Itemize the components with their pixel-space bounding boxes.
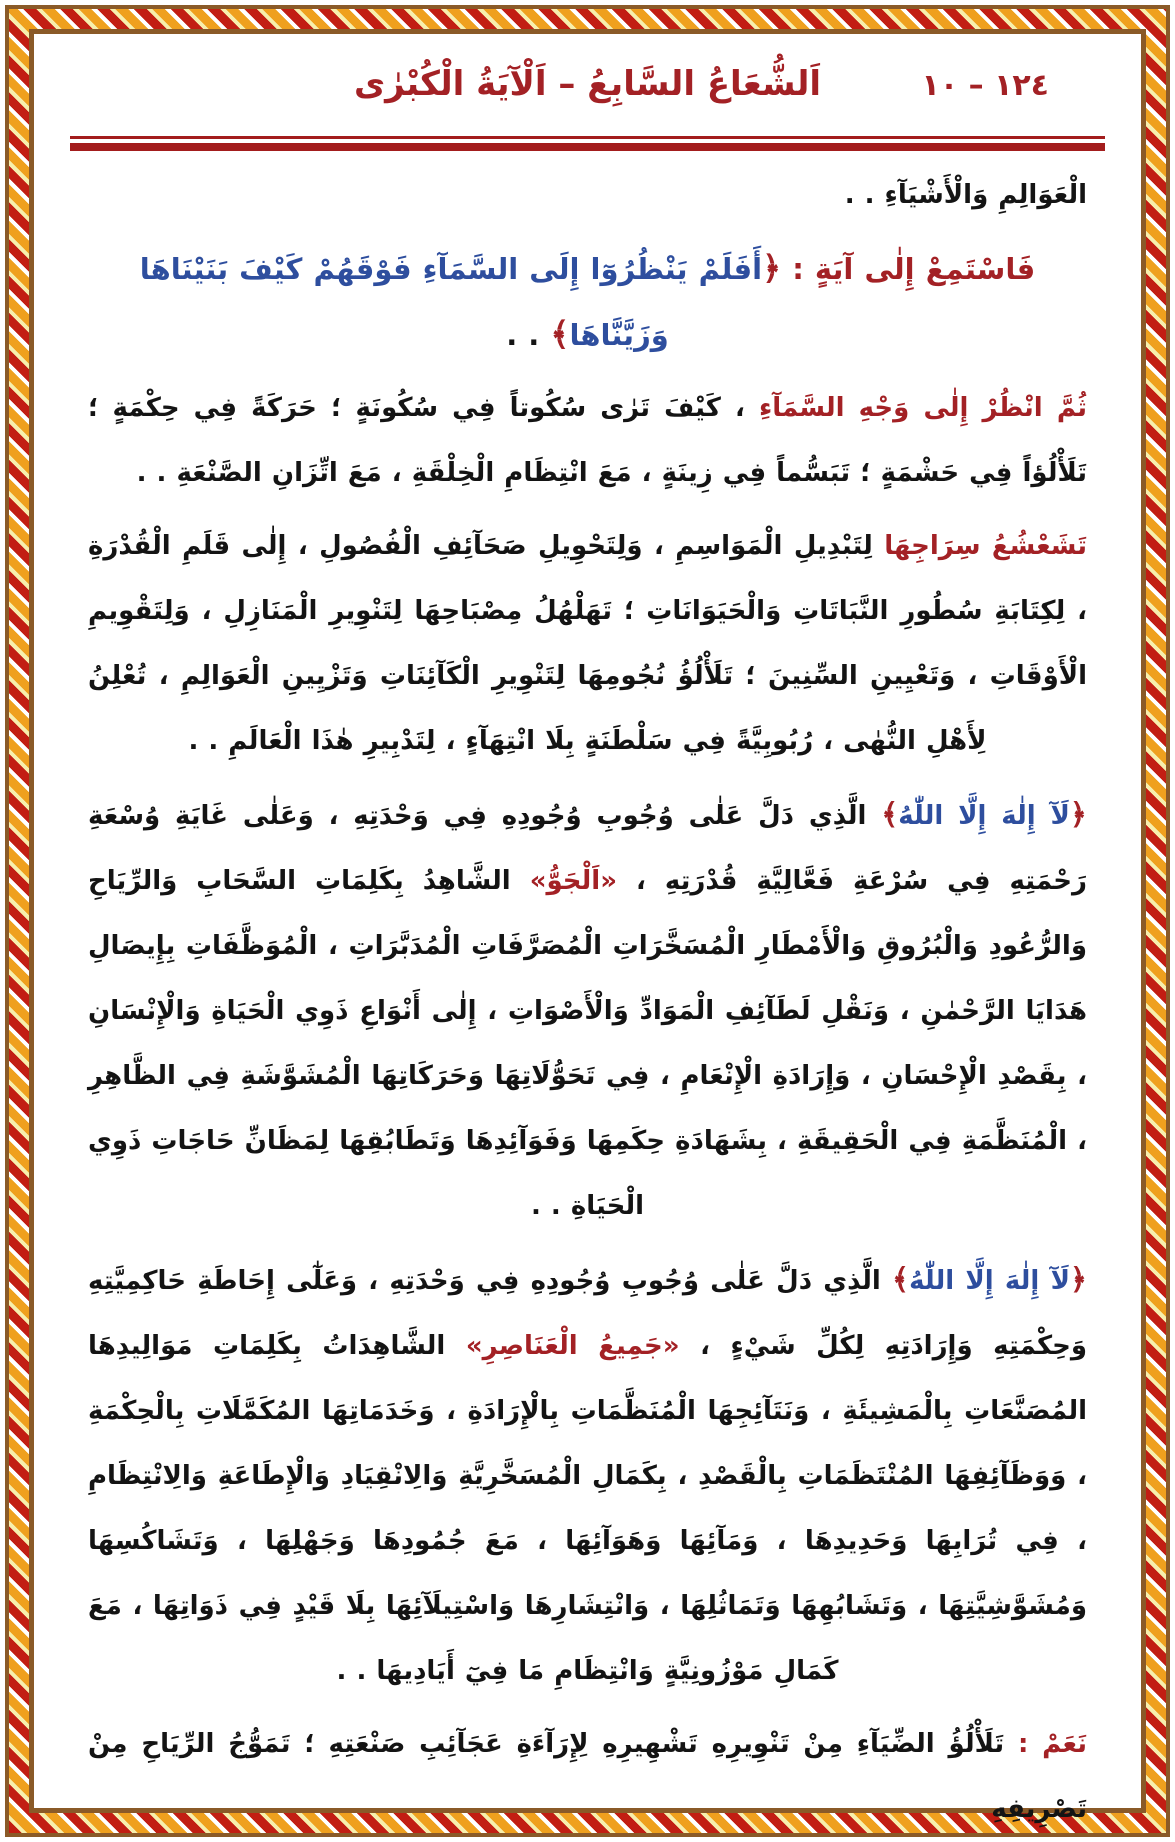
text-segment-red: فَاسْتَمِعْ إِلٰى آيَةٍ : bbox=[781, 252, 1036, 286]
naam-closing-paragraph bbox=[88, 1712, 1087, 1842]
text-segment-bracket: ﴿ bbox=[1069, 1262, 1087, 1296]
text-segment-black: الشَّاهِدُ بِكَلِمَاتِ السَّحَابِ وَالرِّيَاحِ وَالرُّعُودِ وَالْبُرُوقِ وَالْأَمْطَارِ الْمُسَخَّرَاتِ الْمُصَرَّفَاتِ الْمُدَبَّرَاتِ ، الْمُوَظَّفَاتِ بِإِيصَالِ هَدَايَا الرَّحْمٰنِ ، وَنَقْلِ لَطَآئِفِ الْمَوَادِّ وَالْأَصْوَاتِ ، إِلٰى أَنْوَاعِ ذَوِي الْحَيَاةِ وَالْإِنْسَانِ ، بِقَصْدِ الْإِحْسَانِ ، وَإِرَادَةِ الْإِنْعَامِ ، فِي تَحَوُّلَاتِهَا وَحَرَكَاتِهَا الْمُشَوَّشَةِ فِي الظَّاهِرِ ، الْمُنَظَّمَةِ فِي الْحَقِيقَةِ ، بِشَهَادَةِ حِكَمِهَا وَفَوَآئِدِهَا وَتَطَابُقِهَا لِمَظَانِّ حَاجَاتِ ذَوِي الْحَيَاةِ . . bbox=[88, 866, 1087, 1221]
text-segment-red: تَشَعْشُعُ سِرَاجِهَا bbox=[884, 531, 1087, 561]
header-divider-rule bbox=[70, 136, 1105, 151]
text-segment-red: «جَمِيعُ الْعَنَاصِرِ» bbox=[465, 1331, 680, 1361]
lamp-radiance-paragraph bbox=[88, 514, 1087, 774]
text-segment-bracket: ﴿ bbox=[762, 249, 782, 287]
look-at-sky-paragraph bbox=[88, 376, 1087, 506]
divider-thin-line bbox=[70, 136, 1105, 139]
continuation-line bbox=[88, 163, 1087, 228]
body-text bbox=[68, 151, 1107, 1842]
text-segment-black: . . bbox=[506, 318, 551, 352]
text-segment-red: «اَلْجَوُّ» bbox=[529, 866, 618, 896]
text-segment-black: لِتَبْدِيلِ الْمَوَاسِمِ ، وَلِتَحْوِيلِ صَحَآئِفِ الْفُصُولِ ، إِلٰى قَلَمِ الْقُدْرَةِ ، لِكِتَابَةِ سُطُورِ النَّبَاتَاتِ وَالْحَيَوَانَاتِ ؛ تَهَلْهُلُ مِصْبَاحِهَا لِتَنْوِيرِ الْمَنَازِلِ ، وَلِتَقْوِيمِ الْأَوْقَاتِ ، وَتَعْيِينِ السِّنِينَ ؛ تَلَأْلُؤُ نُجُومِهَا لِتَنْوِيرِ الْكَآئِنَاتِ وَتَزْيِينِ الْعَوَالِمِ ، تُعْلِنُ لِأَهْلِ النُّهٰى ، رُبُوبِيَّةً فِي سَلْطَنَةٍ بِلَا انْتِهَآءٍ ، لِتَدْبِيرِ هٰذَا الْعَالَمِ . . bbox=[88, 531, 1087, 756]
text-segment-black: الَّذِي دَلَّ عَلٰى وُجُوبِ وُجُودِهِ فِي وَحْدَتِهِ ، وَعَلٰى غَايَةِ وُسْعَةِ رَحْمَتِهِ فِي سُرْعَةِ فَعَّالِيَّةِ قُدْرَتِهِ ، bbox=[88, 801, 1088, 896]
text-segment-bracket: ﴾ bbox=[550, 315, 570, 353]
page-header bbox=[68, 58, 1107, 130]
text-segment-black: تَلَأْلُؤُ الضِّيَآءِ مِنْ تَنْوِيرِهِ تَشْهِيرِهِ لِإِرَآءَةِ عَجَآئِبِ صَنْعَتِهِ ؛ تَمَوُّجُ الرِّيَاحِ مِنْ تَصْرِيفِهِ bbox=[88, 1729, 1087, 1824]
text-segment-blue: أَفَلَمْ يَنْظُرُوٓا إِلَى السَّمَآءِ فَوْقَهُمْ كَيْفَ بَنَيْنَاهَا وَزَيَّنَّاهَا bbox=[139, 252, 763, 352]
page-title: اَلشُّعَاعُ السَّابِعُ – اَلْآيَةُ الْكُبْرٰى bbox=[353, 64, 822, 104]
text-segment-blue: لَآ إِلٰهَ إِلَّا اللّٰهُ bbox=[898, 801, 1070, 831]
text-segment-black: الَّذِي دَلَّ عَلٰى وُجُوبِ وُجُودِهِ فِي وَحْدَتِهِ ، وَعَلٰٓى إِحَاطَةِ حَاكِمِيَّتِهِ وَحِكْمَتِهِ وَإِرَادَتِهِ لِكُلِّ شَيْءٍ ، bbox=[88, 1266, 1087, 1361]
page-content-area bbox=[29, 29, 1146, 1824]
text-segment-red: نَعَمْ : bbox=[1004, 1729, 1087, 1759]
text-segment-bracket: ﴾ bbox=[881, 797, 899, 831]
shahada-elements-paragraph bbox=[88, 1247, 1087, 1704]
shahada-jaww-paragraph bbox=[88, 782, 1087, 1239]
text-segment-bracket: ﴾ bbox=[892, 1262, 910, 1296]
page-number: ١٢٤ – ١٠ bbox=[921, 68, 1049, 103]
text-segment-black: الْعَوَالِمِ وَالْأَشْيَآءِ . . bbox=[844, 180, 1087, 210]
text-segment-black: الشَّاهِدَاتُ بِكَلِمَاتِ مَوَالِيدِهَا المُصَنَّعَاتِ بِالْمَشِيئَةِ ، وَنَتَآئِجِهَا الْمُنَظَّمَاتِ بِالْإِرَادَةِ ، وَخَدَمَاتِهَا المُكَمَّلَاتِ بِالْحِكْمَةِ ، وَوَظَآئِفِهَا المُنْتَظَمَاتِ بِالْقَصْدِ ، بِكَمَالِ الْمُسَخَّرِيَّةِ وَالِانْقِيَادِ وَالْإِطَاعَةِ وَالِانْتِظَامِ ، فِي تُرَابِهَا وَحَدِيدِهَا ، وَمَآئِهَا وَهَوَآئِهَا ، مَعَ جُمُودِهَا وَجَهْلِهَا ، وَتَشَاكُسِهَا وَمُشَوَّشِيَّتِهَا ، وَتَشَابُهِهَا وَتَمَاثُلِهَا ، وَانْتِشَارِهَا وَاسْتِيلَآئِهَا بِلَا قَيْدٍ فِي ذَوَاتِهَا ، مَعَ كَمَالِ مَوْزُونِيَّةٍ وَانْتِظَامِ مَا فِيٓ أَيَادِيهَا . . bbox=[88, 1331, 1087, 1686]
text-segment-black: ، كَيْفَ تَرٰى سُكُوتاً فِي سُكُونَةٍ ؛ حَرَكَةً فِي حِكْمَةٍ ؛ تَلَأْلُؤاً فِي حَشْمَةٍ ؛ تَبَسُّماً فِي زِينَةٍ ، مَعَ انْتِظَامِ الْخِلْقَةِ ، مَعَ اتِّزَانِ الصَّنْعَةِ . . bbox=[88, 393, 1087, 488]
text-segment-red: ثُمَّ انْظُرْ إِلٰى وَجْهِ السَّمَآءِ bbox=[758, 393, 1087, 423]
verse-invitation bbox=[88, 236, 1087, 368]
ornamental-chain-border bbox=[5, 5, 1170, 1837]
text-segment-bracket: ﴿ bbox=[1069, 797, 1087, 831]
text-segment-blue: لَآ إِلٰهَ إِلَّا اللّٰهُ bbox=[909, 1266, 1070, 1296]
divider-thick-line bbox=[70, 143, 1105, 151]
